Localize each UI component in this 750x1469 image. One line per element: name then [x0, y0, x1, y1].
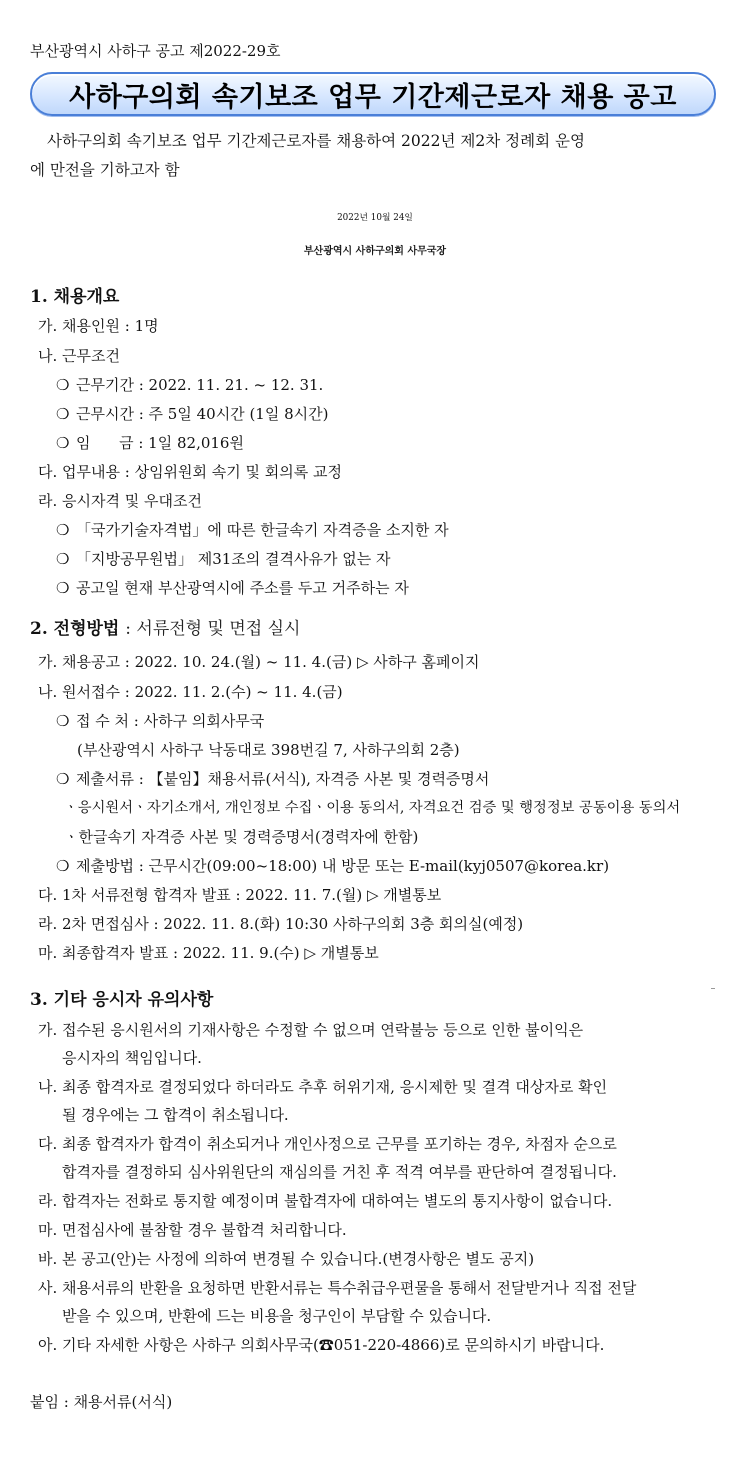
s3-item-na-1: 나. 최종 합격자로 결정되었다 하더라도 추후 허위기재, 응시제한 및 결격 대상자로 확인 [38, 1078, 608, 1096]
s3-item-da-1: 다. 최종 합격자가 합격이 취소되거나 개인사정으로 근무를 포기하는 경우, 차점자 순으로 [38, 1135, 617, 1153]
s2-submission-method: ❍ 제출방법 : 근무시간(09:00~18:00) 내 방문 또는 E-mail(kyj0507@korea.kr) [56, 857, 610, 875]
section-1-title: 1. 채용개요 [30, 287, 120, 307]
s1-qual-2: ❍ 「지방공무원법」 제31조의 결격사유가 없는 자 [56, 550, 391, 568]
s1-qual-1: ❍ 「국가기술자격법」에 따른 한글속기 자격증을 소지한 자 [56, 521, 449, 539]
s2-application: 나. 원서접수 : 2022. 11. 2.(수) ~ 11. 4.(금) [38, 683, 343, 701]
s1-work-period: ❍ 근무기간 : 2022. 11. 21. ~ 12. 31. [56, 376, 324, 394]
bullet-circle-icon: ❍ [56, 405, 70, 423]
bullet-circle-icon: ❍ [56, 521, 70, 539]
s2-final-result: 마. 최종합격자 발표 : 2022. 11. 9.(수) ▷ 개별통보 [38, 944, 379, 962]
s1-work-conditions: 나. 근무조건 [38, 347, 120, 365]
s3-item-da-2: 합격자를 결정하되 심사위원단의 재심의를 거친 후 적격 여부를 판단하여 결정됩니다. [62, 1163, 617, 1181]
s2-address: (부산광역시 사하구 낙동대로 398번길 7, 사하구의회 2층) [77, 741, 460, 759]
s3-item-sa-1: 사. 채용서류의 반환을 요청하면 반환서류는 특수취급우편물을 통해서 전달받거나 직접 전달 [38, 1279, 637, 1297]
s3-item-sa-2: 받을 수 있으며, 반환에 드는 비용을 청구인이 부담할 수 있습니다. [62, 1307, 492, 1325]
issuer: 부산광역시 사하구의회 사무국장 [303, 246, 447, 257]
s2-documents-sub-2: ㆍ한글속기 자격증 사본 및 경력증명서(경력자에 한함) [64, 828, 419, 846]
s2-first-result: 다. 1차 서류전형 합격자 발표 : 2022. 11. 7.(월) ▷ 개별통보 [38, 886, 442, 904]
s3-item-a: 아. 기타 자세한 사항은 사하구 의회사무국(☎051-220-4866)로 문의하시기 바랍니다. [38, 1336, 605, 1354]
document-title: 사하구의회 속기보조 업무 기간제근로자 채용 공고 [69, 81, 677, 113]
notice-number: 부산광역시 사하구 공고 제2022-29호 [30, 42, 281, 60]
bullet-circle-icon: ❍ [56, 857, 70, 875]
s3-item-ma: 마. 면접심사에 불참할 경우 불합격 처리합니다. [38, 1221, 347, 1239]
s3-item-ra: 라. 합격자는 전화로 통지할 예정이며 불합격자에 대하여는 별도의 통지사항이 없습니다. [38, 1192, 613, 1210]
s3-item-na-2: 될 경우에는 그 합격이 취소됩니다. [62, 1106, 289, 1124]
s3-item-ga-2: 응시자의 책임입니다. [62, 1049, 202, 1067]
s1-recruit-count: 가. 채용인원 : 1명 [38, 317, 159, 335]
s1-job-duties: 다. 업무내용 : 상임위원회 속기 및 회의록 교정 [38, 463, 343, 481]
s2-interview: 라. 2차 면접심사 : 2022. 11. 8.(화) 10:30 사하구의회 3층 회의실(예정) [38, 915, 524, 933]
bullet-circle-icon: ❍ [56, 770, 70, 788]
intro-line-2: 에 만전을 기하고자 함 [30, 161, 180, 179]
s2-documents: ❍ 제출서류 : 【붙임】채용서류(서식), 자격증 사본 및 경력증명서 [56, 770, 490, 788]
section-3-title: 3. 기타 응시자 유의사항 [30, 990, 214, 1010]
s1-wage: ❍ 임 금 : 1일 82,016원 [56, 434, 244, 452]
intro-line-1: 사하구의회 속기보조 업무 기간제근로자를 채용하여 2022년 제2차 정례회 운영 [47, 132, 585, 150]
divider-tick [711, 988, 715, 989]
s2-announcement: 가. 채용공고 : 2022. 10. 24.(월) ~ 11. 4.(금) ▷ 사하구 홈페이지 [38, 653, 480, 671]
bullet-circle-icon: ❍ [56, 376, 70, 394]
s1-work-hours: ❍ 근무시간 : 주 5일 40시간 (1일 8시간) [56, 405, 329, 423]
s2-documents-sub-1: ㆍ응시원서ㆍ자기소개서, 개인정보 수집ㆍ이용 동의서, 자격요건 검증 및 행정정보 공동이용 동의서 [64, 800, 681, 816]
title-banner [30, 72, 716, 116]
bullet-circle-icon: ❍ [56, 579, 70, 597]
s2-reception-place: ❍ 접 수 처 : 사하구 의회사무국 [56, 712, 265, 730]
s3-item-ga-1: 가. 접수된 응시원서의 기재사항은 수정할 수 없으며 연락불능 등으로 인한 불이익은 [38, 1021, 584, 1039]
bullet-circle-icon: ❍ [56, 434, 70, 452]
bullet-circle-icon: ❍ [56, 550, 70, 568]
s3-item-ba: 바. 본 공고(안)는 사정에 의하여 변경될 수 있습니다.(변경사항은 별도 공지) [38, 1250, 535, 1268]
attachment-note: 붙임 : 채용서류(서식) [30, 1393, 173, 1411]
s1-qual-3: ❍ 공고일 현재 부산광역시에 주소를 두고 거주하는 자 [56, 579, 409, 597]
bullet-circle-icon: ❍ [56, 712, 70, 730]
s1-qualifications: 라. 응시자격 및 우대조건 [38, 492, 202, 510]
section-2-title: 2. 전형방법 : 서류전형 및 면접 실시 [30, 619, 301, 639]
notice-date: 2022년 10월 24일 [337, 213, 413, 223]
